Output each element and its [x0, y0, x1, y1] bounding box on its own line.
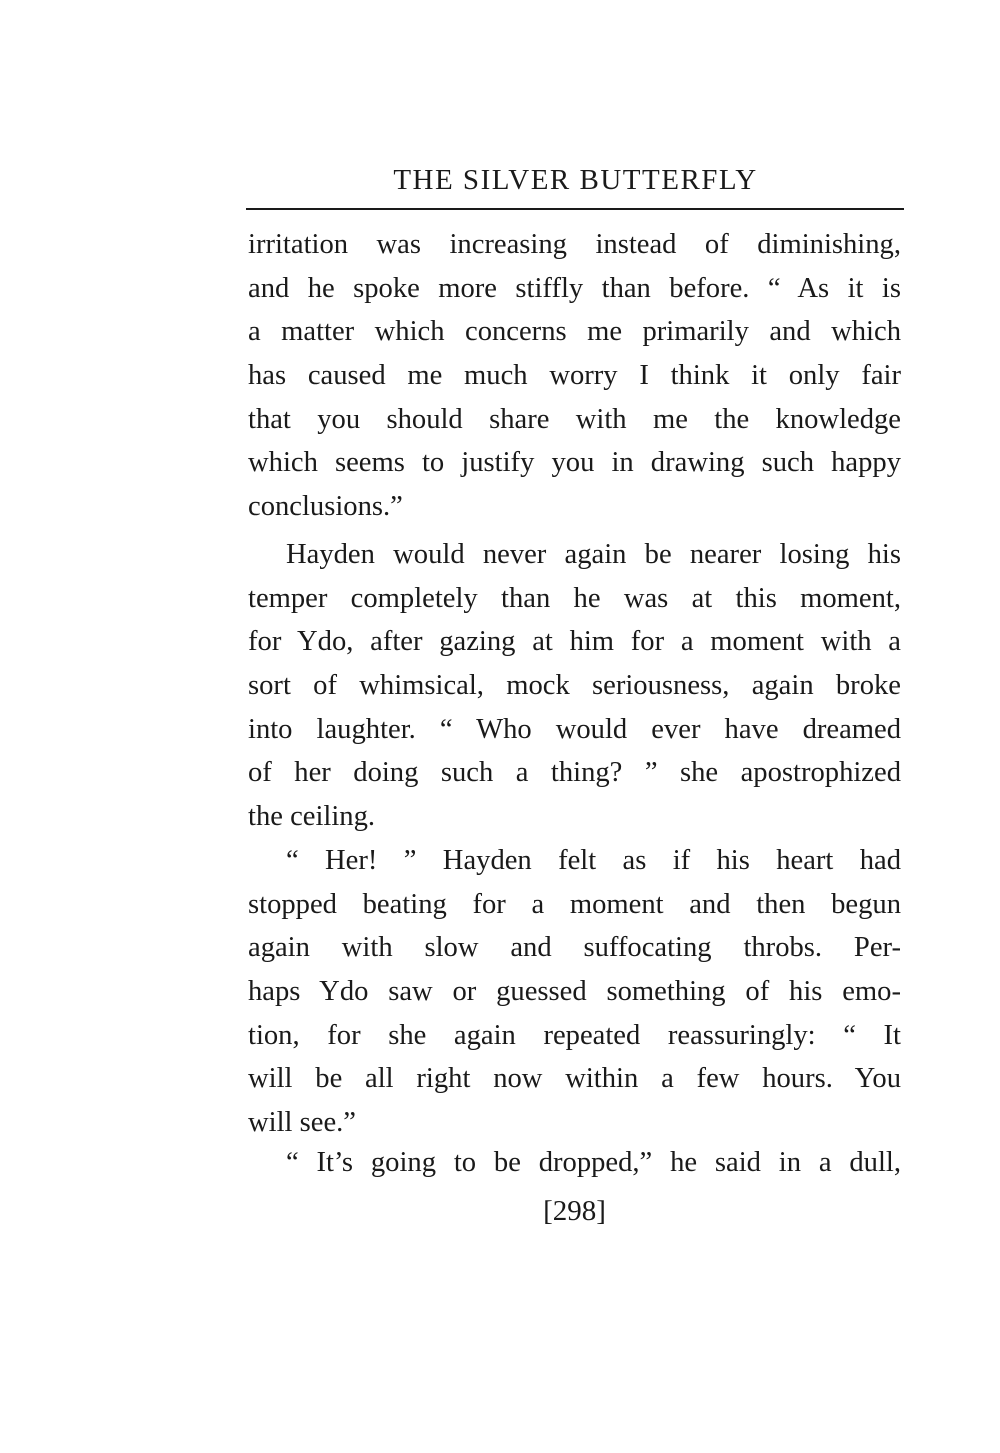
paragraph-1 [248, 223, 901, 529]
text-line: and he spoke more stiffly than before. “ As it is [248, 272, 901, 304]
running-header: THE SILVER BUTTERFLY [393, 164, 758, 196]
text-line: stopped beating for a moment and then begun [248, 888, 901, 920]
text-line: temper completely than he was at this moment, [248, 582, 901, 614]
text-line: haps Ydo saw or guessed something of his emo- [248, 976, 901, 1008]
page-number: [298] [543, 1195, 606, 1227]
text-line: again with slow and suffocating throbs. Per- [248, 932, 901, 964]
text-line: the ceiling. [248, 801, 376, 833]
paragraph-4 [248, 1141, 901, 1185]
paragraph-3 [248, 839, 901, 1145]
text-line: has caused me much worry I think it only fair [248, 360, 901, 392]
text-line: will see.” [248, 1107, 356, 1139]
text-line: for Ydo, after gazing at him for a moment with a [248, 626, 901, 658]
header-rule [246, 208, 904, 210]
text-line: that you should share with me the knowledge [248, 403, 901, 435]
text-line: of her doing such a thing? ” she apostrophized [248, 757, 901, 789]
text-line: “ It’s going to be dropped,” he said in a dull, [286, 1147, 901, 1178]
text-line: sort of whimsical, mock seriousness, again broke [248, 670, 901, 702]
text-line: will be all right now within a few hours. You [248, 1063, 901, 1095]
text-line: a matter which concerns me primarily and which [248, 316, 901, 348]
text-line: irritation was increasing instead of diminishing, [248, 229, 901, 260]
text-line: which seems to justify you in drawing such happy [248, 447, 901, 479]
text-line: conclusions.” [248, 491, 403, 523]
paragraph-2 [248, 533, 901, 839]
text-line: tion, for she again repeated reassuringly: “ It [248, 1019, 901, 1051]
text-line: into laughter. “ Who would ever have dreamed [248, 713, 901, 745]
text-line: “ Her! ” Hayden felt as if his heart had [286, 845, 901, 876]
text-line: Hayden would never again be nearer losing his [286, 539, 901, 570]
